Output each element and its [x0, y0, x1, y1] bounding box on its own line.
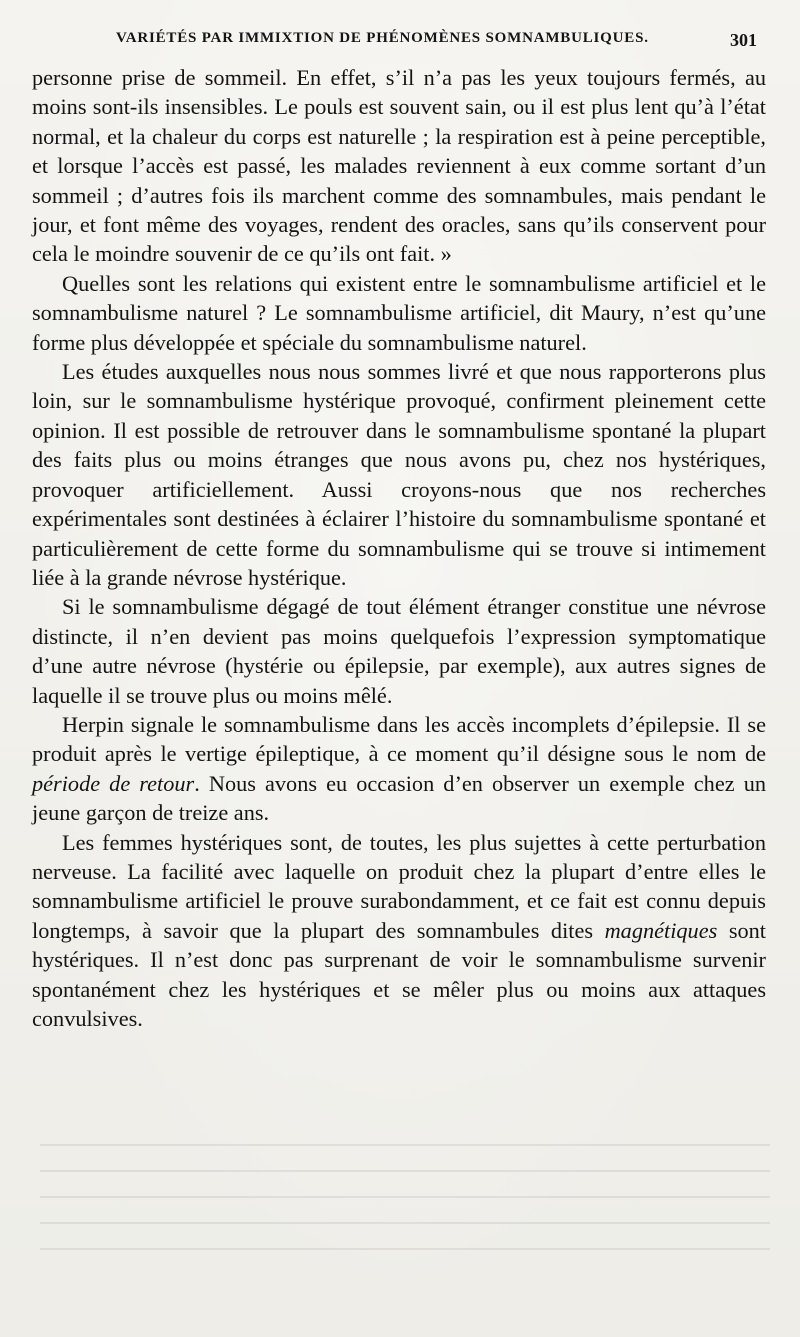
paragraph	[32, 828, 766, 1034]
paragraph-text: Herpin signale le somnambulisme dans les accès incomplets d’épilepsie. Il se produit après le vertige épileptique, à ce moment qu’il désigne sous le nom de	[32, 711, 766, 767]
paragraph	[32, 269, 766, 357]
paragraph-text: Quelles sont les relations qui existent entre le somnambulisme artificiel et le somnambulisme naturel ? Le somnambulisme artificiel, dit Maury, n’est qu’une forme plus développée et spéciale du somnambulisme naturel.	[32, 270, 766, 355]
paragraph	[32, 63, 766, 269]
italic-term: magnétiques	[604, 917, 718, 943]
paragraph	[32, 592, 766, 710]
paragraph-text: Les études auxquelles nous nous sommes livré et que nous rapporterons plus loin, sur le somnambulisme hystérique provoqué, confirment pleinement cette opinion. Il est possible de retrouver dans le somnambulisme spontané la plupart des faits plus ou moins étranges que nous avons pu, chez nos hystériques, provoquer artificiellement. Aussi croyons-nous que nos recherches expérimentales sont destinées à éclairer l’histoire du somnambulisme spontané et particulièrement de cette forme du somnambulisme qui se trouve si intimement liée à la grande névrose hystérique.	[32, 359, 766, 590]
show-through	[40, 1120, 770, 1290]
paragraph-text: sont hystériques. Il n’est donc pas surprenant de voir le somnambulisme survenir spontanément chez les hystériques et se mêler plus ou moins aux attaques convulsives.	[32, 917, 766, 1031]
paragraph-text: . Nous avons eu occasion d’en observer un exemple chez un jeune garçon de treize ans.	[32, 770, 766, 826]
paragraph-text: Les femmes hystériques sont, de toutes, les plus sujettes à cette perturbation nerveuse. La facilité avec laquelle on produit chez la plupart d’entre elles le somnambulisme artificiel le prouve surabondamment, et ce fait est connu depuis longtemps, à savoir que la plupart des somnambules dites	[32, 829, 766, 943]
running-title: VARIÉTÉS PAR IMMIXTION DE PHÉNOMÈNES SOMNAMBULIQUES.	[116, 30, 649, 46]
italic-term: période de retour	[32, 770, 195, 796]
paragraph	[32, 710, 766, 828]
paragraph	[32, 357, 766, 592]
paragraph-text: personne prise de sommeil. En effet, s’il n’a pas les yeux toujours fermés, au moins sont-ils insensibles. Le pouls est souvent sain, ou il est plus lent qu’à l’état normal, et la chaleur du corps est naturelle ; la respiration est à peine perceptible, et lorsque l’accès est passé, les malades reviennent à eux comme sortant d’un sommeil ; d’autres fois ils marchent comme des somnambules, mais pendant le jour, et font même des voyages, rendent des oracles, sans qu’ils conservent pour cela le moindre souvenir de ce qu’ils ont fait. »	[32, 65, 766, 267]
body-text	[32, 63, 766, 1033]
page-number: 301	[730, 30, 757, 50]
paragraph-text: Si le somnambulisme dégagé de tout élément étranger constitue une névrose distincte, il n’en devient pas moins quelquefois l’expression symptomatique d’une autre névrose (hystérie ou épilepsie, par exemple), aux autres signes de laquelle il se trouve plus ou moins mêlé.	[32, 594, 766, 708]
